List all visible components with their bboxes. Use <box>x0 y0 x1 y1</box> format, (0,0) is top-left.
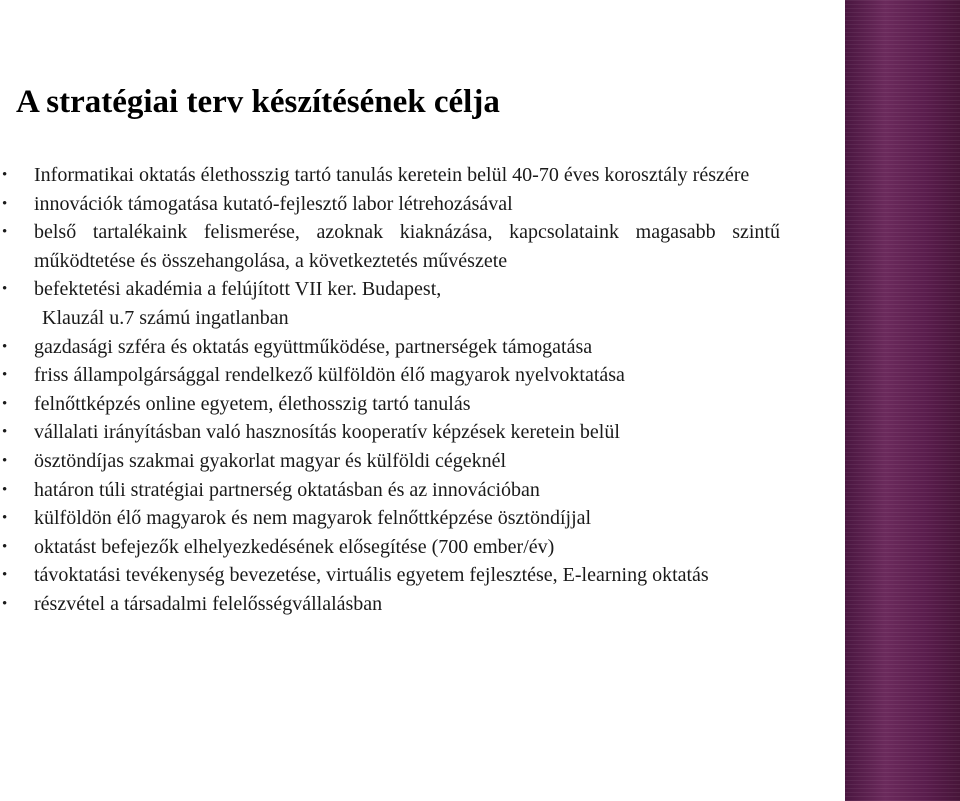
bullet-text: oktatást befejezők elhelyezkedésének elősegítése (700 ember/év) <box>34 535 555 558</box>
bullet-text: távoktatási tevékenység bevezetése, virtuális egyetem fejlesztése, E-learning oktatás <box>34 564 709 587</box>
bullet-item <box>0 418 780 447</box>
bullet-list <box>0 161 780 619</box>
bullet-icon: • <box>2 424 8 441</box>
bullet-item <box>0 390 780 419</box>
bullet-text: vállalati irányításban való hasznosítás kooperatív képzések keretein belül <box>34 421 620 444</box>
bullet-item <box>0 161 780 190</box>
bullet-icon: • <box>2 538 8 555</box>
bullet-text: ösztöndíjas szakmai gyakorlat magyar és külföldi cégeknél <box>34 449 507 472</box>
bullet-text: innovációk támogatása kutató-fejlesztő labor létrehozásával <box>34 192 513 215</box>
bullet-icon: • <box>2 395 8 412</box>
decorative-side-band <box>845 0 960 801</box>
bullet-icon: • <box>2 224 8 241</box>
bullet-icon: • <box>2 510 8 527</box>
bullet-text: belső tartalékaink felismerése, azoknak kiaknázása, kapcsolataink magasabb szintű működtetése és összehangolása, a következtetés művészete <box>34 221 780 272</box>
bullet-item <box>0 447 780 476</box>
bullet-icon: • <box>2 481 8 498</box>
bullet-item <box>0 561 780 590</box>
bullet-icon: • <box>2 367 8 384</box>
bullet-item <box>0 504 780 533</box>
bullet-text: részvétel a társadalmi felelősségvállalásban <box>34 592 383 615</box>
bullet-icon: • <box>2 167 8 183</box>
bullet-text: befektetési akadémia a felújított VII ker. Budapest, <box>34 278 442 301</box>
bullet-text: friss állampolgársággal rendelkező külföldön élő magyarok nyelvoktatása <box>34 364 625 387</box>
bullet-icon: • <box>2 338 8 355</box>
bullet-item <box>0 333 780 362</box>
bullet-icon: • <box>2 595 8 612</box>
bullet-text: Informatikai oktatás élethosszig tartó tanulás keretein belül 40-70 éves korosztály részére <box>34 164 750 186</box>
bullet-text: külföldön élő magyarok és nem magyarok felnőttképzése ösztöndíjjal <box>34 507 592 530</box>
bullet-icon: • <box>2 567 8 584</box>
page-title: A stratégiai terv készítésének célja <box>16 84 500 120</box>
bullet-text: határon túli stratégiai partnerség oktatásban és az innovációban <box>34 478 540 501</box>
bullet-item <box>0 218 780 275</box>
bullet-item <box>0 476 780 505</box>
bullet-item <box>0 361 780 390</box>
bullet-item <box>0 275 780 332</box>
bullet-icon: • <box>2 195 8 212</box>
bullet-continuation: Klauzál u.7 számú ingatlanban <box>42 306 289 329</box>
bullet-icon: • <box>2 281 8 298</box>
bullet-text: felnőttképzés online egyetem, élethosszig tartó tanulás <box>34 392 471 415</box>
bullet-item <box>0 533 780 562</box>
bullet-item <box>0 190 780 219</box>
bullet-text: gazdasági szféra és oktatás együttműködése, partnerségek támogatása <box>34 335 593 358</box>
bullet-item <box>0 590 780 619</box>
bullet-icon: • <box>2 452 8 469</box>
